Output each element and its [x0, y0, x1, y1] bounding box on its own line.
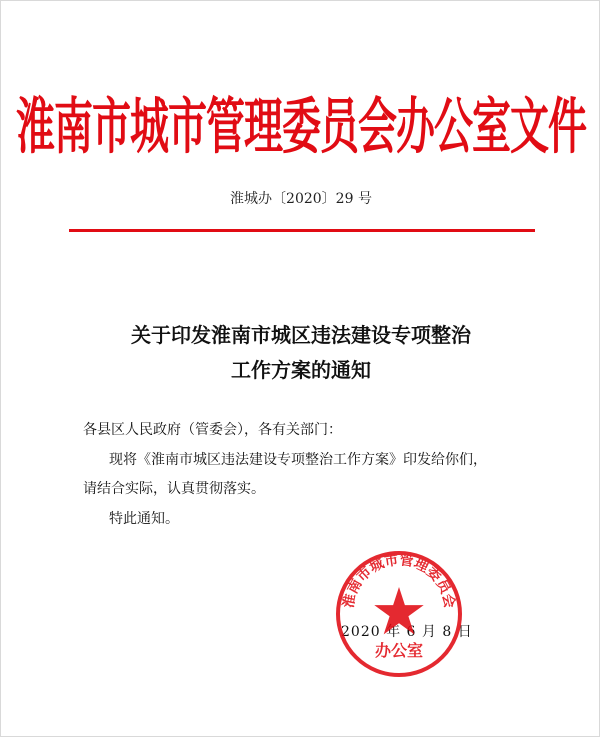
notice-title-line-1: 关于印发淮南市城区违法建设专项整治 — [131, 323, 471, 347]
red-star-icon — [374, 587, 423, 634]
closing-remark: 特此通知。 — [109, 511, 179, 527]
body-paragraph-line-2: 请结合实际，认真贯彻落实。 — [83, 481, 265, 497]
salutation: 各县区人民政府（管委会），各有关部门： — [83, 422, 342, 438]
seal-arc-text: 淮南市城市管理委员会 — [340, 552, 458, 610]
official-seal — [334, 549, 464, 679]
issue-date: 2020 年 6 月 8 日 — [341, 624, 473, 640]
red-divider-line — [69, 229, 535, 232]
document-number: 淮城办〔2020〕29 号 — [230, 191, 372, 207]
masthead-title: 淮南市城市管理委员会办公室文件 — [15, 91, 586, 163]
notice-title-line-2: 工作方案的通知 — [231, 358, 371, 382]
seal-bottom-text: 办公室 — [374, 641, 424, 660]
body-paragraph-line-1: 现将《淮南市城区违法建设专项整治工作方案》印发给你们， — [109, 452, 487, 468]
